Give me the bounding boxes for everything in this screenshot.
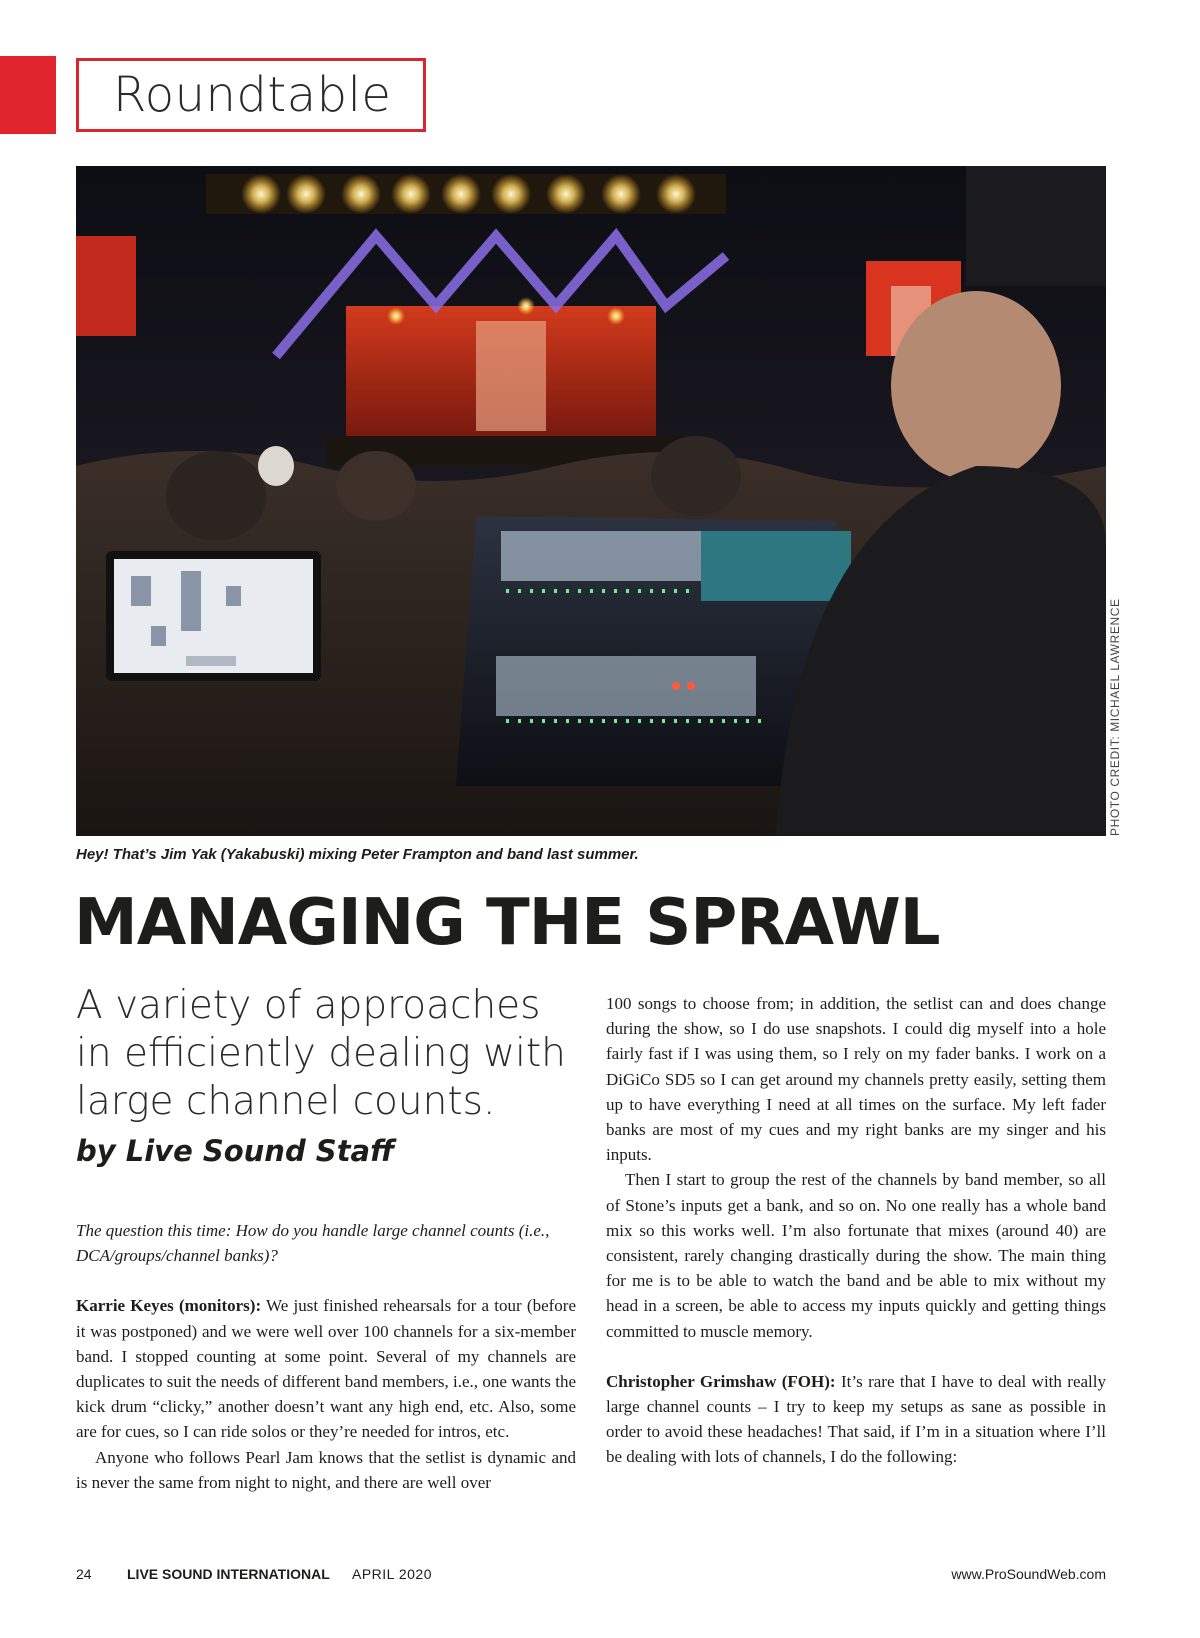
concert-photo-illustration (76, 166, 1106, 836)
photo-caption: Hey! That’s Jim Yak (Yakabuski) mixing Peter Frampton and band last summer. (76, 846, 639, 863)
magazine-name: LIVE SOUND INTERNATIONAL (127, 1566, 330, 1582)
body-paragraph: 100 songs to choose from; in addition, the setlist can and does change during the show, so I do use snapshots. I could dig myself into a hole fairly fast if I was using them, so I rely on my fader banks. I work on a DiGiCo SD5 so I can get around my channels pretty easily, setting them up to have everything I need at all times on the surface. My left fader banks are most of my cues and my right banks are my singer and his inputs. (606, 994, 1106, 1165)
paragraph-text: We just finished rehearsals for a tour (before it was postponed) and we were well over 100 channels for a six-member band. I stopped counting at some point. Several of my channels are duplicates to suit the needs of different band members, i.e., one wants the kick drum “clicky,” another doesn’t want any high end, etc. Also, some are for cues, so I can ride solos or they’re needed for intros, etc. (76, 1296, 576, 1442)
body-paragraph: Anyone who follows Pearl Jam knows that the setlist is dynamic and is never the same from night to night, and there are well over (76, 1447, 576, 1492)
website-url: www.ProSoundWeb.com (951, 1566, 1106, 1582)
page-footer (76, 1566, 1106, 1586)
section-label: Roundtable (76, 58, 426, 132)
article-byline: by Live Sound Staff (76, 1134, 395, 1168)
page-number: 24 (76, 1566, 92, 1582)
paragraph-gap (606, 1344, 1106, 1369)
body-paragraph (606, 1369, 1106, 1470)
body-paragraph: Then I start to group the rest of the channels by band member, so all of Stone’s inputs get a bank, and so on. No one really has a whole band mix so this works well. I’m also fortunate that mixes (around 40) are consistent, rarely changing drastically during the show. The main thing for me is to be able to watch the band and be able to mix without my head in a screen, be able to access my inputs quickly and getting things committed to muscle memory. (606, 1170, 1106, 1341)
body-column-right (606, 991, 1106, 1470)
speaker-name: Karrie Keyes (monitors): (76, 1296, 262, 1316)
concert-photo (76, 166, 1106, 836)
paragraph-text: It’s rare that I have to deal with really large channel counts – I try to keep my setups as sane as possible in order to avoid these headaches! That said, if I’m in a situation where I’ll be dealing with lots of channels, I do the following: (606, 1371, 1106, 1467)
photo-credit: PHOTO CREDIT: MICHAEL LAWRENCE (1108, 598, 1122, 836)
article-deck (76, 982, 576, 1126)
speaker-name: Christopher Grimshaw (FOH): (606, 1371, 836, 1391)
body-paragraph (76, 1293, 576, 1444)
section-color-tab (0, 56, 56, 134)
deck-line: large channel counts. (76, 1079, 496, 1124)
deck-line: A variety of approaches (76, 983, 541, 1028)
issue-date: APRIL 2020 (352, 1566, 432, 1582)
body-column-left (76, 1218, 576, 1495)
roundtable-question: The question this time: How do you handle large channel counts (i.e., DCA/groups/channel banks)? (76, 1221, 550, 1266)
article-headline: MANAGING THE SPRAWL (74, 886, 940, 960)
deck-line: in efficiently dealing with (76, 1031, 566, 1076)
